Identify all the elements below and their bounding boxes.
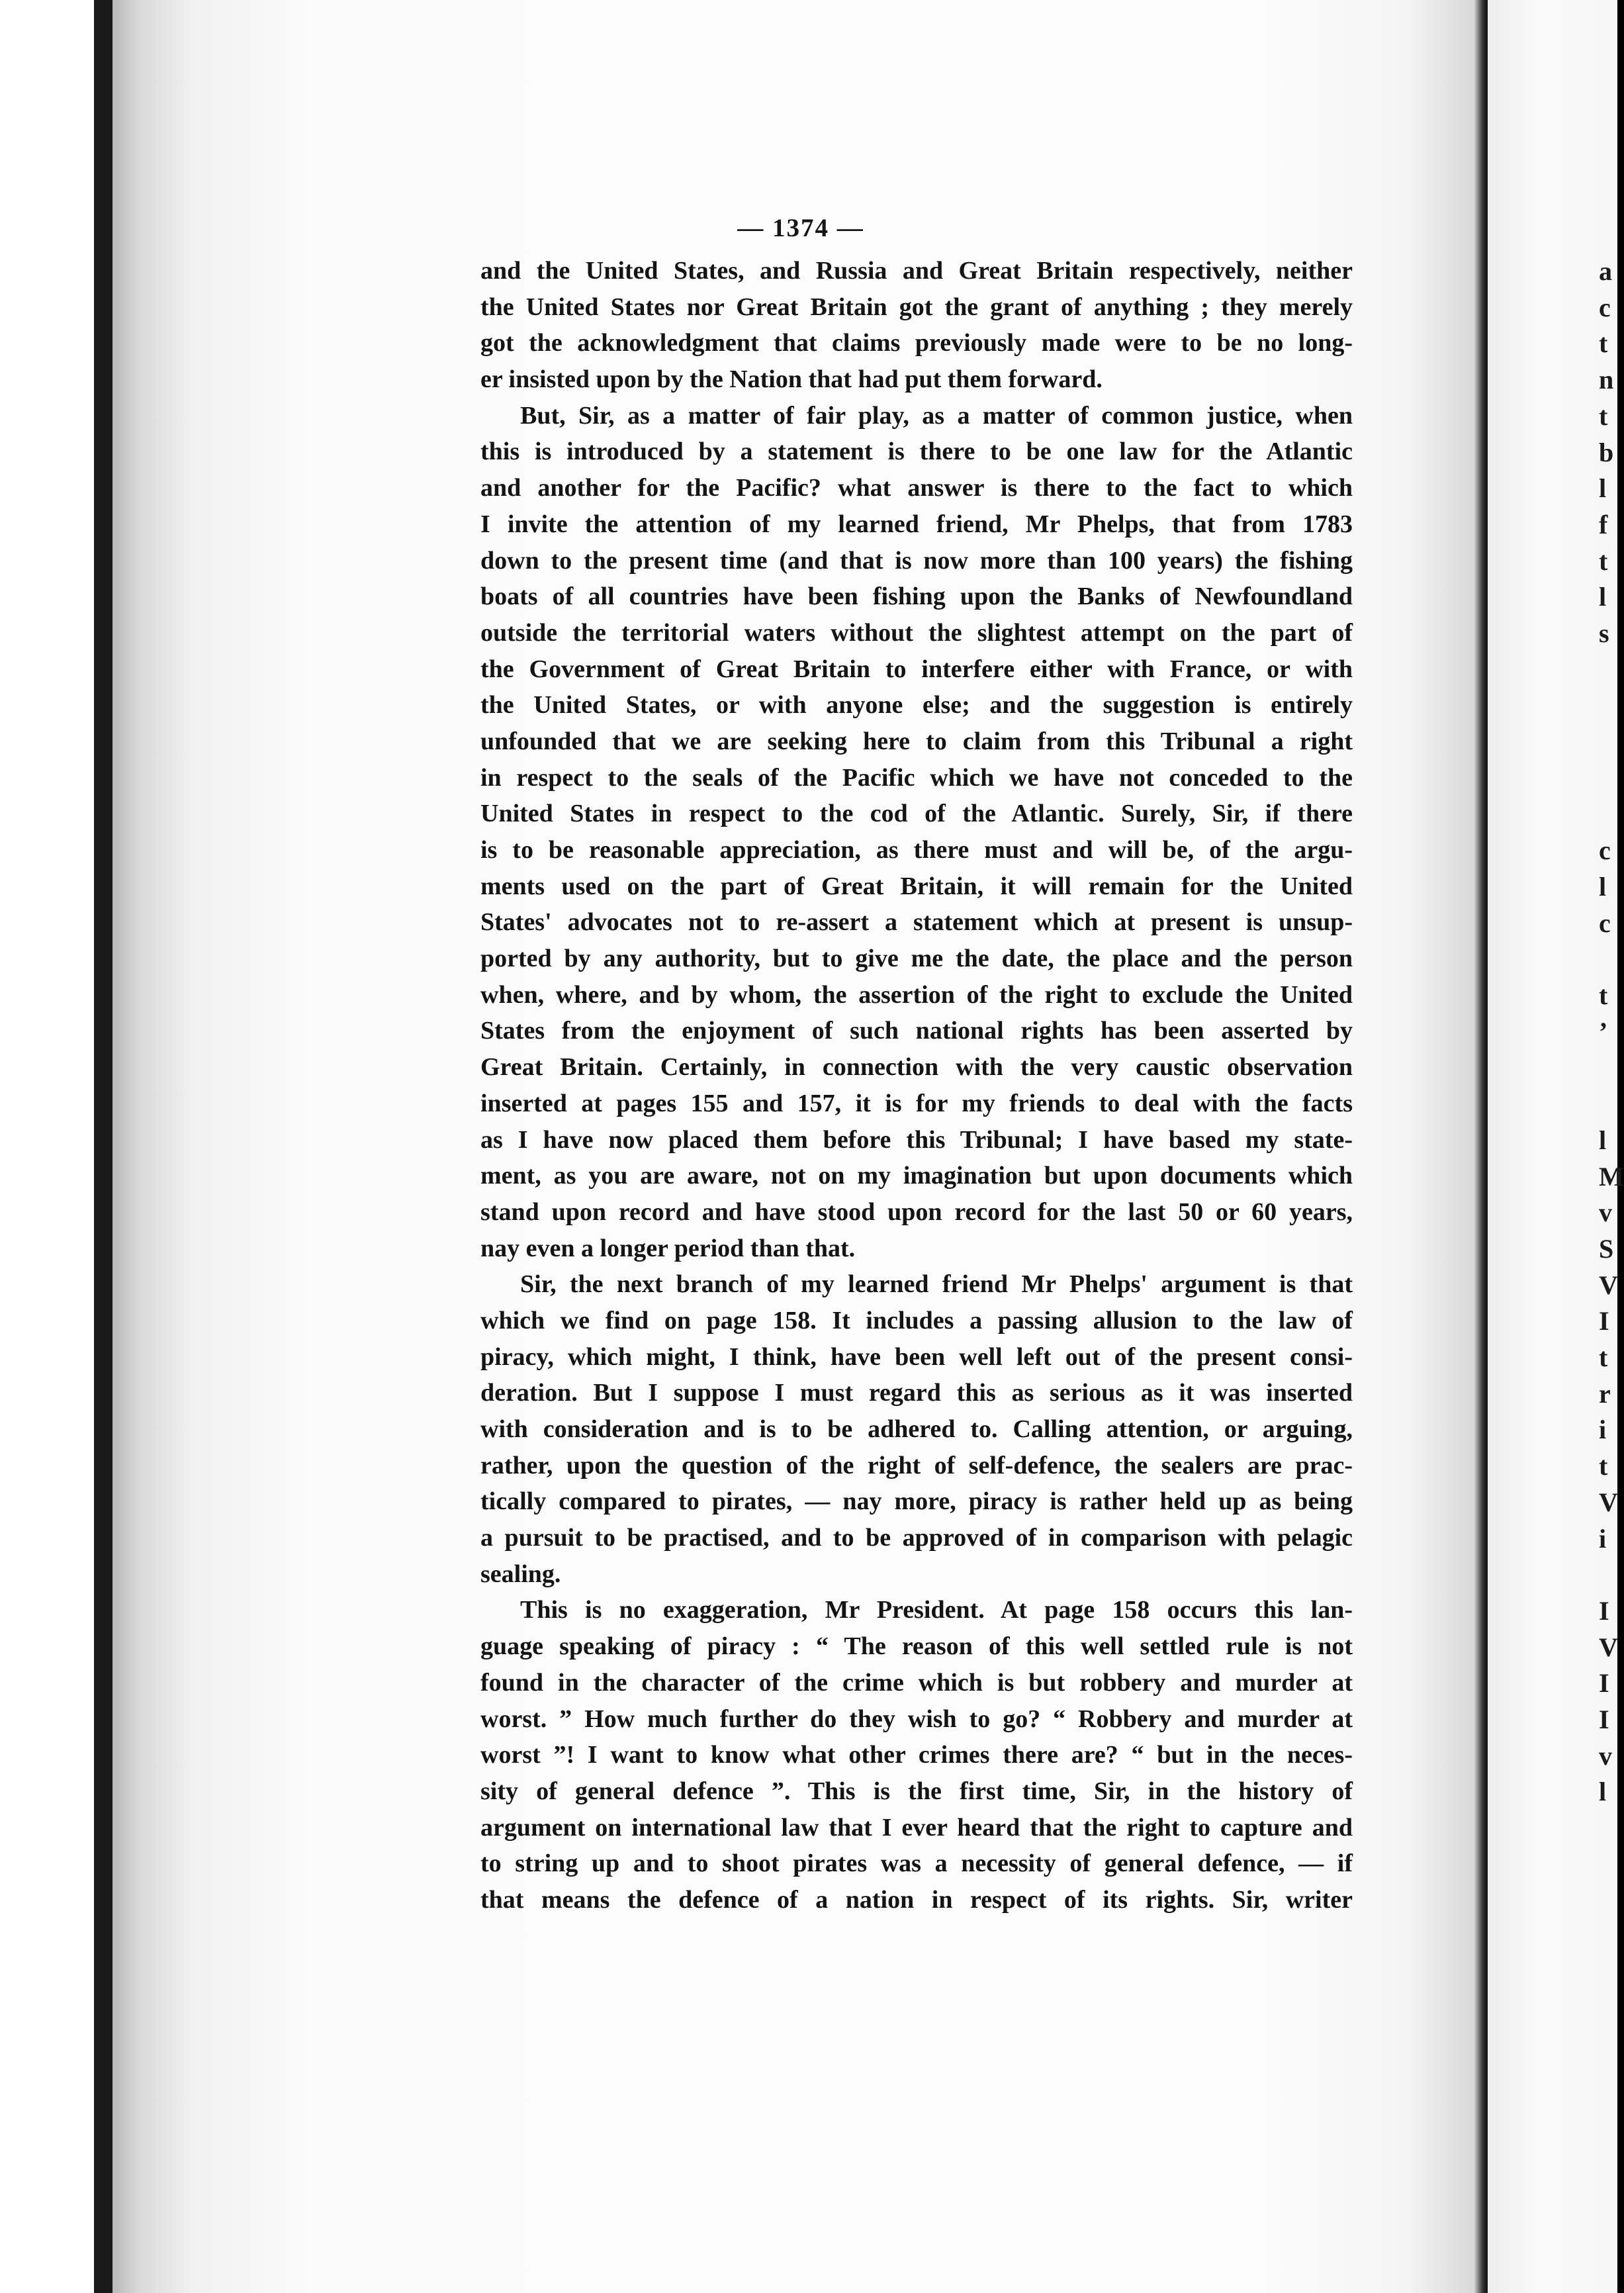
text-line: nay even a longer period than that. <box>480 1234 856 1262</box>
text-line: that means the defence of a nation in respect of its rights. Sir, writer <box>480 1885 1353 1914</box>
text-line: to string up and to shoot pirates was a necessity of general defence, — if <box>480 1849 1353 1878</box>
facing-page-letter: c <box>1599 835 1611 866</box>
text-line: unfounded that we are seeking here to claim from this Tribunal a right <box>480 727 1353 755</box>
facing-page-letter: b <box>1599 437 1614 467</box>
text-line: worst ”! I want to know what other crimes there are? “ but in the neces- <box>480 1741 1353 1769</box>
text-line: sity of general defence ”. This is the first time, Sir, in the history of <box>480 1777 1353 1805</box>
body-text <box>480 253 1353 1918</box>
text-line: Great Britain. Certainly, in connection with the very caustic observation <box>480 1053 1353 1082</box>
text-line: got the acknowledgment that claims previously made were to be no long- <box>480 329 1353 357</box>
text-line: United States in respect to the cod of the Atlantic. Surely, Sir, if there <box>480 800 1353 828</box>
text-line: worst. ” How much further do they wish to go? “ Robbery and murder at <box>480 1705 1353 1733</box>
text-line: er insisted upon by the Nation that had put them forward. <box>480 365 1103 394</box>
facing-page-letter: t <box>1599 980 1608 1010</box>
text-line: deration. But I suppose I must regard this as serious as it was inserted <box>480 1379 1353 1407</box>
text-line: piracy, which might, I think, have been well left out of the present consi- <box>480 1342 1353 1371</box>
text-line: argument on international law that I ever heard that the right to capture and <box>480 1813 1353 1842</box>
text-line: This is no exaggeration, Mr President. At page 158 occurs this lan- <box>520 1596 1353 1624</box>
facing-page-letter: v <box>1599 1197 1612 1228</box>
facing-page-letter: V <box>1599 1270 1618 1300</box>
text-line: sealing. <box>480 1560 561 1588</box>
text-line: in respect to the seals of the Pacific which we have not conceded to the <box>480 763 1353 792</box>
text-line: States from the enjoyment of such national rights has been asserted by <box>480 1017 1353 1045</box>
text-line: and another for the Pacific? what answer is there to the fact to which <box>480 474 1353 502</box>
facing-page-letter: ’ <box>1599 1016 1608 1047</box>
facing-page-letter: l <box>1599 582 1607 612</box>
text-line: ments used on the part of Great Britain, it will remain for the United <box>480 872 1353 900</box>
text-line: which we find on page 158. It includes a passing allusion to the law of <box>480 1306 1353 1334</box>
text-line: But, Sir, as a matter of fair play, as a matter of common justice, when <box>520 401 1353 430</box>
facing-page-letter: t <box>1599 400 1608 431</box>
facing-page-letter: f <box>1599 509 1608 539</box>
text-line: Sir, the next branch of my learned friend Mr Phelps' argument is that <box>520 1270 1353 1299</box>
text-line: down to the present time (and that is now more than 100 years) the fishing <box>480 546 1353 575</box>
facing-page-letter: t <box>1599 545 1608 576</box>
text-line: is to be reasonable appreciation, as there must and will be, of the argu- <box>480 836 1353 864</box>
text-line: with consideration and is to be adhered to. Calling attention, or arguing, <box>480 1415 1353 1443</box>
text-line: the United States nor Great Britain got the grant of anything ; they merely <box>480 293 1353 321</box>
facing-page-letter: c <box>1599 908 1611 938</box>
text-line: tically compared to pirates, — nay more, piracy is rather held up as being <box>480 1487 1353 1516</box>
facing-page-letter: v <box>1599 1740 1612 1771</box>
text-line: a pursuit to be practised, and to be approved of in comparison with pelagic <box>480 1524 1353 1552</box>
facing-page-letter: I <box>1599 1705 1609 1734</box>
facing-page-letter: I <box>1599 1306 1609 1336</box>
facing-page-letter: r <box>1599 1378 1611 1409</box>
text-line: guage speaking of piracy : “ The reason of this well settled rule is not <box>480 1632 1353 1661</box>
text-line: when, where, and by whom, the assertion of the right to exclude the United <box>480 980 1353 1009</box>
facing-page-letter: i <box>1599 1415 1607 1445</box>
text-line: inserted at pages 155 and 157, it is for my friends to deal with the facts <box>480 1089 1353 1117</box>
facing-page-letter: a <box>1599 256 1612 286</box>
text-line: found in the character of the crime which is but robbery and murder at <box>480 1668 1353 1697</box>
facing-page-letter: t <box>1599 328 1608 359</box>
facing-page-letter: t <box>1599 1451 1608 1481</box>
facing-page-letter: l <box>1599 871 1607 902</box>
book-spine <box>1474 0 1488 2293</box>
facing-page-edge <box>1488 0 1624 2293</box>
facing-page-letter: l <box>1599 473 1607 504</box>
text-line: the Government of Great Britain to interfere either with France, or with <box>480 655 1353 683</box>
facing-page-letter: I <box>1599 1668 1609 1699</box>
text-line: and the United States, and Russia and Great Britain respectively, neither <box>480 257 1353 285</box>
text-line: boats of all countries have been fishing upon the Banks of Newfoundland <box>480 583 1353 611</box>
film-margin-left <box>0 0 94 2293</box>
text-line: I invite the attention of my learned friend, Mr Phelps, that from 1783 <box>480 510 1353 538</box>
text-line: as I have now placed them before this Tribunal; I have based my state- <box>480 1125 1353 1154</box>
facing-page-letter: t <box>1599 1342 1608 1372</box>
facing-page-letter: V <box>1599 1487 1618 1517</box>
text-line: ported by any authority, but to give me the date, the place and the person <box>480 945 1353 973</box>
text-line: ment, as you are aware, not on my imagination but upon documents which <box>480 1162 1353 1190</box>
facing-page-letter: V <box>1599 1632 1618 1662</box>
facing-page-letter: M <box>1599 1161 1624 1192</box>
facing-page-letter: S <box>1599 1233 1614 1264</box>
film-gutter-left <box>94 0 113 2293</box>
text-line: outside the territorial waters without the slightest attempt on the part of <box>480 618 1353 647</box>
facing-page-letter: l <box>1599 1777 1607 1807</box>
facing-page-letter: I <box>1599 1595 1609 1626</box>
text-line: stand upon record and have stood upon record for the last 50 or 60 years, <box>480 1197 1353 1226</box>
text-line: the United States, or with anyone else; and the suggestion is entirely <box>480 691 1353 720</box>
facing-page-letter: n <box>1599 365 1614 395</box>
facing-page-letter: s <box>1599 618 1609 648</box>
facing-page-letter: c <box>1599 292 1611 322</box>
text-line: this is introduced by a statement is there to be one law for the Atlantic <box>480 438 1353 466</box>
facing-page-letter: l <box>1599 1125 1607 1155</box>
text-line: rather, upon the question of the right of self-defence, the sealers are prac- <box>480 1451 1353 1479</box>
page-number: — 1374 — <box>737 214 864 242</box>
facing-page-letter: i <box>1599 1523 1607 1554</box>
text-line: States' advocates not to re-assert a statement which at present is unsup- <box>480 908 1353 937</box>
